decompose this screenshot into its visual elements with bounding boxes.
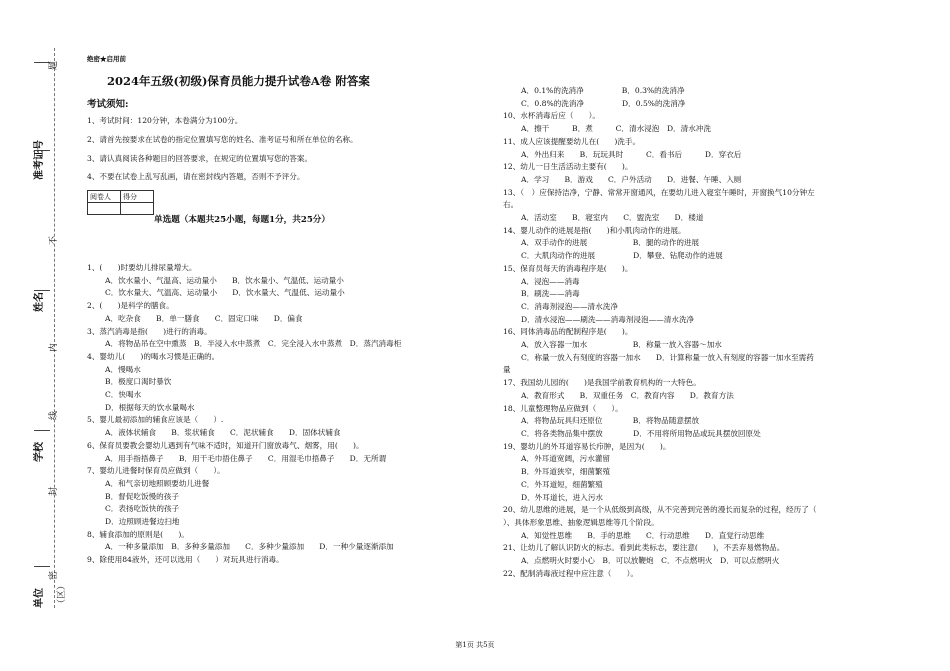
question-stem: 16、同体消毒品的配制程序是( )。	[503, 327, 633, 337]
question-option: A．吃杂食 B．单一膳食 C．固定口味 D．偏食	[105, 313, 303, 323]
question-stem: 19、婴幼儿的外耳道容易长疖肿，是因为( )。	[503, 441, 671, 451]
question-stem: 20、幼儿思维的进展，是一个从低级到高级，从不完善到完善的漫长而复杂的过程，经历了（	[503, 505, 817, 515]
question-option: A．放入容器一加水 B．称量一放入容器～加水	[521, 340, 722, 350]
question-option: B．刷洗——消毒	[521, 289, 580, 299]
question-option: A．将物品玩具归还原位 B．将物品随意摆放	[521, 416, 700, 426]
question-stem: 21、让幼儿了解认识防火的标志。看到此类标志，要注意( )，不丢弃易燃物品。	[503, 543, 785, 553]
question-option: A．教育形式 B．双重任务 C．教育内容 D．教育方法	[521, 390, 734, 400]
header-block	[87, 54, 417, 215]
question-option: A．外出归来 B．玩玩具时 C．看书后 D．穿衣后	[521, 149, 742, 159]
question-option: A．学习 B．游戏 C．户外活动 D．进餐、午睡、入厕	[521, 174, 742, 184]
question-option: C．将各类物品集中摆放 D．不用将所用物品或玩具摆放回原处	[521, 428, 761, 438]
notice-heading: 考试须知:	[87, 99, 129, 110]
page-number: 第1页 共5页	[455, 641, 495, 649]
school-label: 学校	[34, 442, 45, 462]
question-stem: 15、保育员每天的消毒程序是( )。	[503, 263, 633, 273]
question-option: A．活动室 B．寝室内 C．盥洗室 D．楼道	[521, 213, 704, 223]
notice-list	[87, 112, 417, 187]
question-stem: ）、具体形象思维、抽象逻辑思维等几个阶段。	[503, 517, 659, 527]
question-option: A．液体状辅食 B．浆状辅食 C．泥状辅食 D．固体状辅食	[105, 428, 341, 438]
unit-label: 单位	[34, 588, 45, 608]
question-stem: 13、（ ）应保持洁净，宁静、常常开窗通风，在要幼儿进入寝室午睡时，开窗换气10分钟左	[503, 187, 815, 197]
seal-char: 不	[49, 235, 59, 245]
notice-item: 2、请首先按要求在试卷的指定位置填写您的姓名、准考证号和所在单位的名称。	[87, 134, 358, 144]
section-heading: 单选题（本题共25小题，每题1分，共25分）	[154, 215, 330, 225]
question-option: C．表扬吃饭快的孩子	[105, 504, 180, 514]
seal-char: 题	[49, 60, 59, 70]
question-option: C．称量一放入有刻度的容器一加水 D．计算称量一放入有刻度的容器一加水至需药	[521, 352, 814, 362]
question-option: C．外耳道短，细菌繁殖	[521, 479, 603, 489]
score-cell: 得分	[121, 191, 154, 203]
blank-line	[34, 430, 50, 431]
question-option: A．一种多量添加 B．多种多量添加 C．多种少量添加 D．一种少量逐渐添加	[105, 542, 394, 552]
question-option: A．0.1%的洗消净 B．0.3%的洗消净	[521, 86, 685, 95]
question-option: C．消毒剂浸泡——清水洗净	[521, 301, 618, 311]
question-stem: 量	[503, 365, 511, 375]
question-option: B．极度口渴时暴饮	[105, 377, 172, 387]
left-questions	[87, 262, 487, 567]
question-option: A．慢喝水	[105, 364, 141, 374]
question-option: A．浸泡——消毒	[521, 276, 580, 286]
admission-number-label: 准考证号	[34, 140, 45, 180]
question-option: A．双手动作的进展 B．腿的动作的进展	[521, 238, 700, 248]
notice-item: 1、考试时间：120分钟，本卷满分为100分。	[87, 116, 243, 125]
blank-line	[34, 290, 50, 291]
notice-item: 4、不要在试卷上乱写乱画，请在密封线内答题，否则不予评分。	[87, 172, 305, 182]
question-option: A．点燃明火时要小心 B．可以放鞭炮 C．不点燃明火 D．可以点燃明火	[521, 556, 780, 566]
question-stem: 8、辅食添加的原则是( )。	[87, 529, 189, 539]
question-stem: 17、我国幼儿园的( )是我国学前教育机构的一大特色。	[503, 378, 701, 388]
question-option: D．清水浸泡——刷洗——消毒剂浸泡——清水洗净	[521, 314, 695, 324]
question-stem: 12、幼儿一日生活活动主要有( )。	[503, 162, 633, 172]
question-stem: 4、婴幼儿( )的喝水习惯是正确的。	[87, 351, 220, 361]
question-stem: 9、除使用84液外，还可以选用（ ）对玩具进行消毒。	[87, 555, 284, 565]
question-option: A．和气亲切地照顾要幼儿进餐	[105, 478, 210, 488]
notice-item: 3、请认真阅读各种题目的回答要求，在规定的位置填写您的答案。	[87, 153, 313, 163]
question-option: A．用手指捂鼻子 B．用干毛巾捂住鼻子 C．用湿毛巾捂鼻子 D．无所谓	[105, 453, 387, 463]
question-stem: 22、配制消毒液过程中应注意（ ）。	[503, 568, 638, 578]
score-table	[87, 190, 154, 215]
blank-line	[34, 566, 50, 567]
right-questions	[503, 85, 863, 580]
question-stem: 14、婴儿动作的进展是指( )和小肌肉动作的进展。	[503, 225, 686, 235]
grader-cell: 阅卷人	[88, 191, 121, 203]
question-stem: 右。	[503, 200, 519, 210]
question-option: A．擦干 B．煮 C．清水浸泡 D．清水冲洗	[521, 124, 712, 134]
question-stem: 10、水杯消毒后应（ ）。	[503, 111, 600, 121]
question-option: B．外耳道狭窄，细菌繁殖	[521, 467, 611, 477]
question-option: C．大肌肉动作的进展 D．攀登、钻爬动作的进展	[521, 251, 723, 261]
question-option: D．外耳道长，进入污水	[521, 492, 604, 502]
question-stem: 1、( )时要幼儿排尿量增大。	[87, 263, 197, 272]
question-option: C．0.8%的洗消净 D．0.5%的洗消净	[521, 98, 686, 108]
question-stem: 2、( )是科学的膳食。	[87, 301, 174, 311]
score-blank	[121, 203, 154, 215]
question-option: A．外耳道宽阔，污水灌留	[521, 454, 611, 464]
question-stem: 7、婴幼儿进餐时保育员应做到（ ）。	[87, 466, 225, 476]
seal-char: 内	[49, 342, 59, 352]
secret-mark: 绝密★启用前	[87, 55, 126, 63]
question-option: A．将物品吊在空中熏蒸 B．半浸入水中蒸煮 C．完全浸入水中蒸煮 D．蒸汽消毒柜	[105, 339, 402, 349]
seal-char: 密	[49, 570, 59, 580]
question-option: C．快喝水	[105, 390, 142, 400]
page-title: 2024年五级(初级)保育员能力提升试卷A卷 附答案	[107, 74, 370, 88]
seal-line	[54, 48, 55, 608]
question-stem: 3、蒸汽消毒是指( )进行的消毒。	[87, 326, 212, 336]
question-stem: 11、成人应该提醒要幼儿在( )洗手。	[503, 136, 641, 146]
question-option: D．根据每天的饮水量喝水	[105, 402, 195, 412]
grader-blank	[88, 203, 121, 215]
question-option: A．饮水量小、气温高、运动量小 B．饮水量小、气温低、运动量小	[105, 275, 344, 285]
binding-margin	[0, 0, 75, 671]
name-label: 姓名	[34, 292, 45, 312]
question-option: C．饮水量大、气温高、运动量小 D．饮水量大、气温低、运动量小	[105, 288, 345, 298]
question-stem: 6、保育员要教会婴幼儿遇到有气味不适时，知道开门窗放毒气、烟雾，用( )。	[87, 440, 364, 450]
question-stem: 5、婴儿最初添加的辅食应该是（ ）.	[87, 415, 224, 425]
district-label: （区）	[57, 580, 67, 608]
seal-char: 封	[49, 486, 59, 496]
question-option: A．知觉性思维 B．手的思维 C．行动思维 D．直觉行动思维	[521, 530, 765, 540]
seal-char: 线	[49, 410, 59, 420]
question-option: D．边照顾进餐边扫地	[105, 517, 180, 527]
question-stem: 18、儿童整理物品应做到（ ）。	[503, 403, 623, 413]
question-option: B．督促吃饭慢的孩子	[105, 491, 179, 501]
